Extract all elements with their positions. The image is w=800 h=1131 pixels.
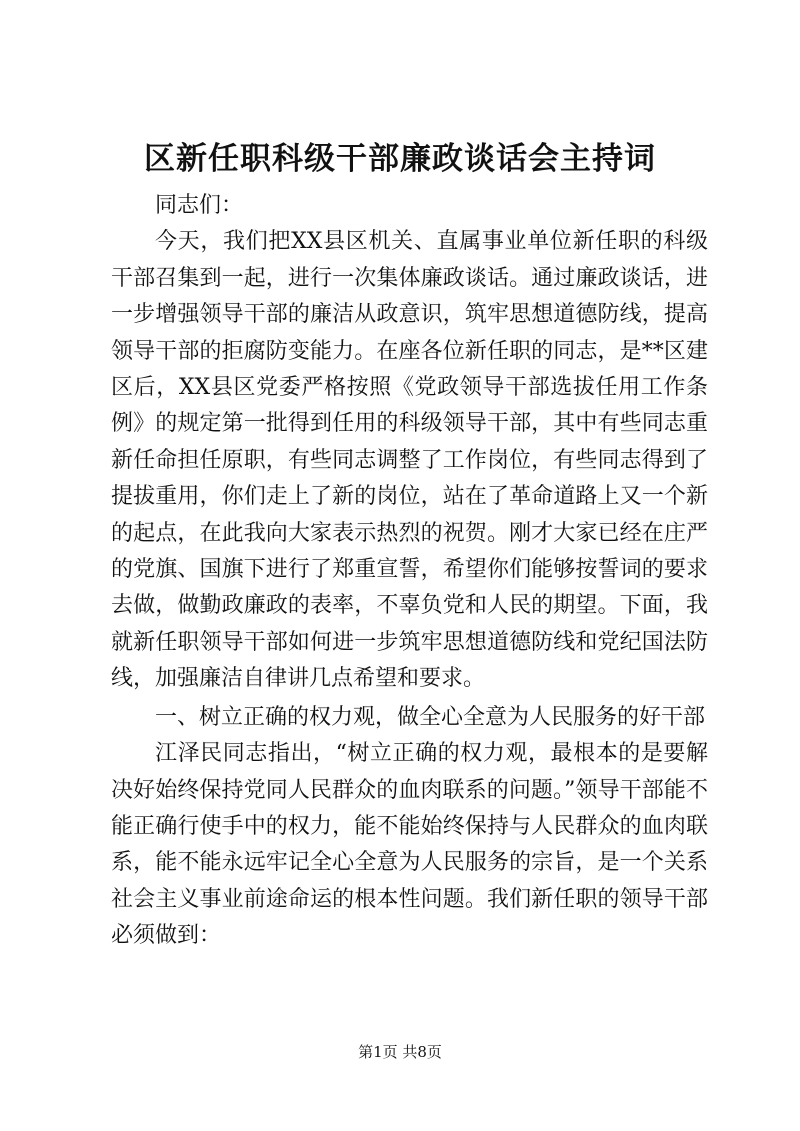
- document-title: 区新任职科级干部廉政谈话会主持词: [144, 141, 656, 177]
- section-heading: 一、树立正确的权力观，做全心全意为人民服务的好干部: [155, 704, 706, 730]
- salutation: 同志们：: [155, 193, 244, 218]
- paragraph-intro: 今天，我们把XX县区机关、直属事业单位新任职的科级干部召集到一起，进行一次集体廉政谈话。通过廉政谈话，进一步增强领导干部的廉洁从政意识，筑牢思想道德防线，提高领导干部的拒腐防变能力。在座各位新任职的同志，是**区建区后，XX县区党委严格按照《党政领导干部选拔任用工作条例》的规定第一批得到任用的科级领导干部，其中有些同志重新任命担任原职，有些同志调整了工作岗位，有些同志得到了提拔重用，你们走上了新的岗位，站在了革命道路上又一个新的起点，在此我向大家表示热烈的祝贺。刚才大家已经在庄严的党旗、国旗下进行了郑重宣誓，希望你们能够按誓词的要求去做，做勤政廉政的表率，不辜负党和人民的期望。下面，我就新任职领导干部如何进一步筑牢思想道德防线和党纪国法防线，加强廉洁自律讲几点希望和要求。: [111, 229, 708, 692]
- paragraph-section-1: 江泽民同志指出，“树立正确的权力观，最根本的是要解决好始终保持党同人民群众的血肉联系的问题。”领导干部能不能正确行使手中的权力，能不能始终保持与人民群众的血肉联系，能不能永远牢记全心全意为人民服务的宗旨，是一个关系社会主义事业前途命运的根本性问题。我们新任职的领导干部必须做到：: [111, 741, 708, 949]
- document-body: [111, 188, 708, 955]
- page-number-footer: 第1页 共8页: [358, 1043, 442, 1061]
